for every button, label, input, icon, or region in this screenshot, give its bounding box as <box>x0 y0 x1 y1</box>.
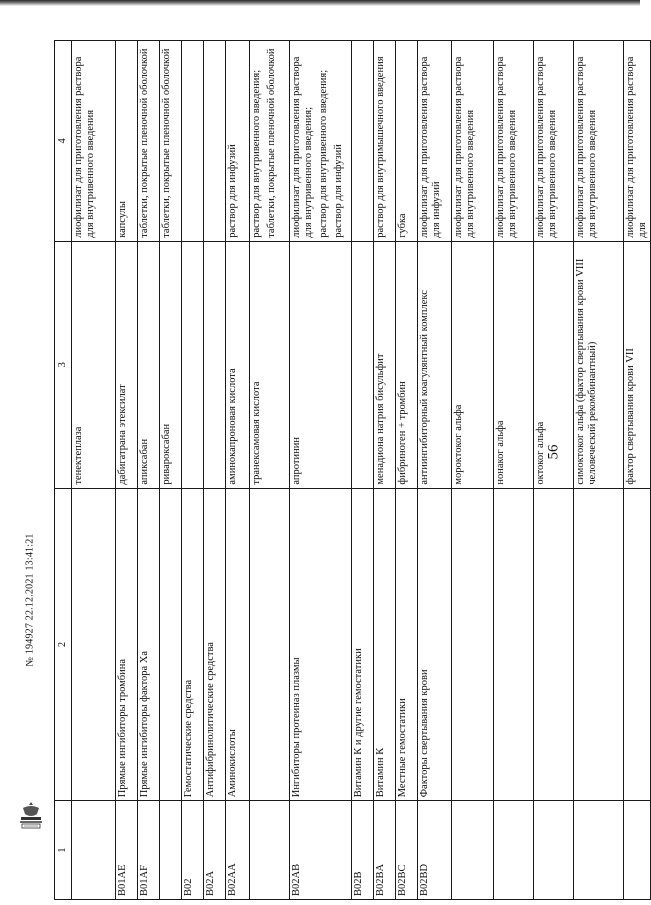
group-cell: Прямые ингибиторы тромбина <box>116 488 138 801</box>
substance-cell: апиксабан <box>138 241 160 488</box>
substance-cell: аминокапроновая кислота <box>226 241 250 488</box>
dosage-form-cell <box>452 41 494 242</box>
substance-cell: мороктоког альфа <box>452 241 494 488</box>
substance-cell <box>204 241 226 488</box>
document-footer: № 194927 22.12.2021 13:41:21 <box>24 533 36 667</box>
substance-cell: дабигатрана этексилат <box>116 241 138 488</box>
group-cell <box>250 488 290 801</box>
dosage-form-line: лиофилизат для приготовления раствора для инфузий <box>419 56 443 238</box>
table-row <box>116 41 138 900</box>
group-cell: Аминокислоты <box>226 488 250 801</box>
atc-code-cell: B02 <box>182 801 204 900</box>
dosage-form-cell <box>160 41 182 242</box>
atc-code-cell <box>534 801 574 900</box>
dosage-form-cell <box>182 41 204 242</box>
atc-code-cell: B02BD <box>418 801 452 900</box>
table-row <box>418 41 452 900</box>
rotated-table-container <box>54 40 649 900</box>
substance-cell <box>182 241 204 488</box>
substance-cell: октоког альфа <box>534 241 574 488</box>
group-cell: Витамин К и другие гемостатики <box>352 488 374 801</box>
group-cell: Прямые ингибиторы фактора Xa <box>138 488 160 801</box>
atc-code-cell <box>452 801 494 900</box>
dosage-form-cell <box>418 41 452 242</box>
substance-cell: транексамовая кислота <box>250 241 290 488</box>
table-row <box>226 41 250 900</box>
dosage-form-line: раствор для инфузий <box>227 144 238 238</box>
table-row <box>250 41 290 900</box>
dosage-form-cell <box>624 41 651 242</box>
drug-list-table <box>54 40 651 900</box>
dosage-form-line: лиофилизат для приготовления раствора для внутривенного введения <box>575 56 599 238</box>
dosage-form-cell <box>72 41 116 242</box>
atc-code-cell: B02BC <box>396 801 418 900</box>
group-cell <box>574 488 624 801</box>
group-cell: Ингибиторы протеиназ плазмы <box>290 488 352 801</box>
substance-cell: тенектеплаза <box>72 241 116 488</box>
col-header-3: 3 <box>55 241 72 488</box>
emblem-icon <box>18 800 44 830</box>
dosage-form-line: лиофилизат для приготовления раствора для внутривенного введения <box>453 56 477 238</box>
substance-cell <box>352 241 374 488</box>
col-header-1: 1 <box>55 801 72 900</box>
table-row <box>290 41 352 900</box>
substance-cell: нонаког альфа <box>494 241 534 488</box>
substance-cell: апротинин <box>290 241 352 488</box>
table-row <box>204 41 226 900</box>
table-row <box>452 41 494 900</box>
table-row <box>534 41 574 900</box>
dosage-form-line: лиофилизат для приготовления раствора для внутривенного введения; <box>291 56 315 238</box>
substance-cell: менадиона натрия бисульфит <box>374 241 396 488</box>
dosage-form-line: лиофилизат для приготовления раствора для внутривенного введения <box>535 56 559 238</box>
table-row <box>624 41 651 900</box>
group-cell: Антифибринолитические средства <box>204 488 226 801</box>
group-cell <box>452 488 494 801</box>
dosage-form-line: раствор для внутривенного введения; <box>251 69 262 238</box>
group-cell <box>494 488 534 801</box>
col-header-2: 2 <box>55 488 72 801</box>
atc-code-cell <box>574 801 624 900</box>
table-row <box>396 41 418 900</box>
dosage-form-cell <box>574 41 624 242</box>
dosage-form-line: лиофилизат для приготовления раствора для внутривенного введения <box>73 56 97 238</box>
atc-code-cell <box>494 801 534 900</box>
atc-code-cell: B02AB <box>290 801 352 900</box>
dosage-form-cell <box>494 41 534 242</box>
group-cell: Факторы свертывания крови <box>418 488 452 801</box>
dosage-form-cell <box>226 41 250 242</box>
table-row <box>160 41 182 900</box>
table-row <box>72 41 116 900</box>
group-cell: Местные гемостатики <box>396 488 418 801</box>
table-row <box>182 41 204 900</box>
substance-cell: ривароксабан <box>160 241 182 488</box>
table-row <box>494 41 534 900</box>
header-row <box>55 41 72 900</box>
col-header-4: 4 <box>55 41 72 242</box>
dosage-form-line: лиофилизат для приготовления раствора для внутривенного введения <box>495 56 519 238</box>
dosage-form-line: губка <box>397 213 408 238</box>
dosage-form-cell <box>374 41 396 242</box>
table-row <box>574 41 624 900</box>
dosage-form-cell <box>290 41 352 242</box>
atc-code-cell <box>160 801 182 900</box>
dosage-form-cell <box>138 41 160 242</box>
dosage-form-line: капсулы <box>117 201 128 238</box>
dosage-form-line: раствор для внутривенного введения; <box>318 69 330 238</box>
dosage-form-line: таблетки, покрытые пленочной оболочкой <box>161 48 172 238</box>
group-cell <box>160 488 182 801</box>
table-row <box>352 41 374 900</box>
substance-cell: фибриноген + тромбин <box>396 241 418 488</box>
atc-code-cell: B02BA <box>374 801 396 900</box>
substance-cell: антиингибиторный коагулянтный комплекс <box>418 241 452 488</box>
dosage-form-cell <box>250 41 290 242</box>
group-cell: Витамин К <box>374 488 396 801</box>
scan-shadow <box>0 0 640 6</box>
dosage-form-line: лиофилизат для приготовления раствора для <box>625 56 649 238</box>
dosage-form-line: таблетки, покрытые пленочной оболочкой <box>139 48 150 238</box>
dosage-form-cell <box>396 41 418 242</box>
dosage-form-line: раствор для инфузий <box>333 144 345 238</box>
table-body <box>72 41 651 900</box>
dosage-form-cell <box>352 41 374 242</box>
dosage-form-cell <box>534 41 574 242</box>
table-row <box>374 41 396 900</box>
substance-cell: симоктоког альфа (фактор свертывания крови VIII человеческий рекомбинантный) <box>574 241 624 488</box>
atc-code-cell: B02A <box>204 801 226 900</box>
atc-code-cell: B01AE <box>116 801 138 900</box>
table-row <box>138 41 160 900</box>
atc-code-cell: B01AF <box>138 801 160 900</box>
group-cell <box>534 488 574 801</box>
page-number: 56 <box>545 444 562 460</box>
group-cell <box>72 488 116 801</box>
dosage-form-line: раствор для внутримышечного введения <box>375 56 386 238</box>
substance-cell: фактор свертывания крови VII <box>624 241 651 488</box>
dosage-form-line: таблетки, покрытые пленочной оболочкой <box>266 48 278 238</box>
atc-code-cell: B02AA <box>226 801 250 900</box>
atc-code-cell <box>250 801 290 900</box>
atc-code-cell: B02B <box>352 801 374 900</box>
dosage-form-cell <box>204 41 226 242</box>
group-cell: Гемостатические средства <box>182 488 204 801</box>
dosage-form-cell <box>116 41 138 242</box>
atc-code-cell <box>72 801 116 900</box>
atc-code-cell <box>624 801 651 900</box>
group-cell <box>624 488 651 801</box>
